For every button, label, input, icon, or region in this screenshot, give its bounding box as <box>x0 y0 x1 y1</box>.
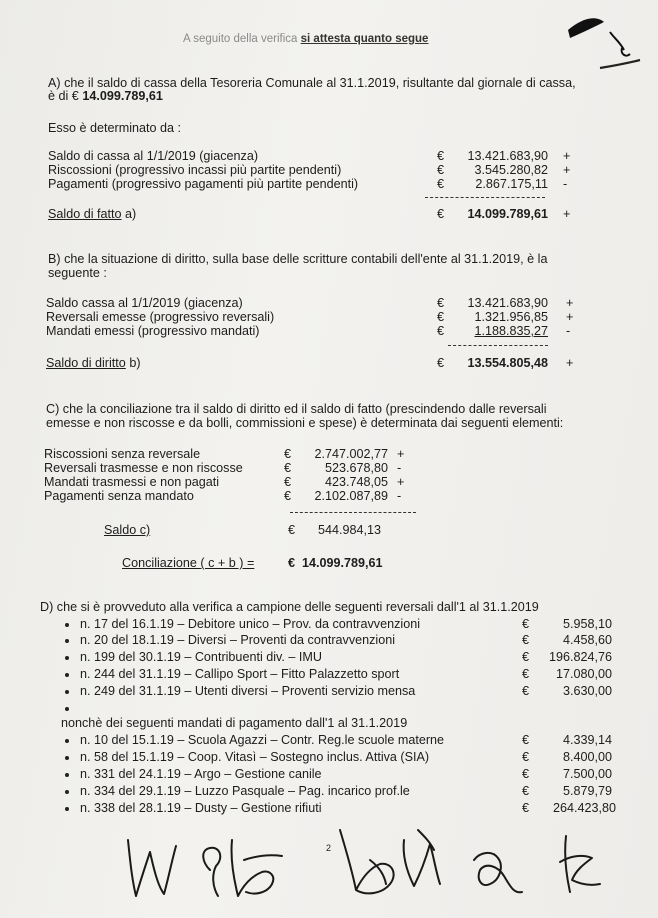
bullet-icon <box>65 756 69 760</box>
section-c-row-sign: + <box>397 475 405 489</box>
bullet-icon <box>65 639 69 643</box>
reversale-amount: 17.080,00 <box>555 667 612 681</box>
section-a-row-sign: - <box>563 177 568 191</box>
section-a-line2 <box>48 89 163 104</box>
section-a-row-sign: + <box>563 149 571 163</box>
handwritten-signatures <box>0 800 658 918</box>
section-a-intro: Esso è determinato da : <box>48 121 182 135</box>
section-b-line1: B) che la situazione di diritto, sulla base delle scritture contabili dell'ente al 31.1.2019, è la <box>48 252 548 266</box>
section-c-row-amount: 2.747.002,77 <box>314 447 388 461</box>
section-b-line2: seguente : <box>48 266 107 280</box>
section-c-row-label: Pagamenti senza mandato <box>44 489 194 503</box>
section-c-line1: C) che la conciliazione tra il saldo di diritto ed il saldo di fatto (prescindendo dalle reversali <box>46 402 547 416</box>
section-b-divider <box>448 345 548 346</box>
section-a-row-currency: € <box>437 149 445 163</box>
section-c-divider <box>290 512 416 513</box>
section-a-total-suffix: a) <box>125 207 137 221</box>
section-b-total-label: Saldo di diritto <box>46 356 126 370</box>
bullet-icon <box>65 673 69 677</box>
conciliazione-label: Conciliazione ( c + b ) = <box>122 556 255 570</box>
mandati-intro: nonchè dei seguenti mandati di pagamento dall'1 al 31.1.2019 <box>61 716 408 730</box>
section-c-row-currency: € <box>284 475 292 489</box>
mandato-amount: 4.339,14 <box>562 733 612 747</box>
section-a-amount-prefix: è di € <box>48 89 79 103</box>
reversale-amount: 4.458,60 <box>562 633 612 647</box>
section-a-total-sign: + <box>563 207 571 221</box>
section-a-total-amount: 14.099.789,61 <box>467 207 548 221</box>
mandato-amount: 5.879,79 <box>562 784 612 798</box>
section-d-line1: D) che si è provveduto alla verifica a campione delle seguenti reversali dall'1 al 31.1.2019 <box>40 600 539 614</box>
mandato-currency: € <box>522 733 530 747</box>
mandato-text: n. 338 del 28.1.19 – Dusty – Gestione rifiuti <box>80 801 322 815</box>
bullet-icon <box>65 623 69 627</box>
reversale-text: n. 17 del 16.1.19 – Debitore unico – Prov. da contravvenzioni <box>80 617 421 631</box>
section-b-total-label-wrap <box>46 356 141 371</box>
heading-faint-text: A seguito della verifica <box>183 33 298 45</box>
mandato-amount: 264.423,80 <box>552 801 616 815</box>
mandato-currency: € <box>522 801 530 815</box>
section-a-row-sign: + <box>563 163 571 177</box>
section-a-row-currency: € <box>437 163 445 177</box>
section-c-row-amount: 423.748,05 <box>324 475 388 489</box>
reversale-text: n. 199 del 30.1.19 – Contribuenti div. – IMU <box>80 650 322 664</box>
section-c-saldo-amount: 544.984,13 <box>318 523 382 537</box>
section-c-row-label: Reversali trasmesse e non riscosse <box>44 461 243 475</box>
bullet-icon <box>65 790 69 794</box>
section-b-row-currency: € <box>437 310 445 324</box>
section-a-divider <box>425 197 545 198</box>
reversale-currency: € <box>522 667 530 681</box>
section-c-row-currency: € <box>284 447 292 461</box>
mandato-text: n. 331 del 24.1.19 – Argo – Gestione canile <box>80 767 322 781</box>
mandato-currency: € <box>522 767 530 781</box>
section-b-row-amount: 1.321.956,85 <box>474 310 548 324</box>
reversale-amount: 196.824,76 <box>548 650 612 664</box>
reversale-amount: 5.958,10 <box>562 617 612 631</box>
reversale-text: n. 244 del 31.1.19 – Callipo Sport – Fitto Palazzetto sport <box>80 667 400 681</box>
bullet-icon <box>65 656 69 660</box>
mandato-text: n. 334 del 29.1.19 – Luzzo Pasquale – Pag. incarico prof.le <box>80 784 410 798</box>
section-b-row-sign: - <box>566 324 571 338</box>
section-a-total-currency: € <box>437 207 445 221</box>
section-b-row-label: Reversali emesse (progressivo reversali) <box>46 310 275 324</box>
section-c-row-currency: € <box>284 489 292 503</box>
bullet-icon <box>65 739 69 743</box>
section-b-row-currency: € <box>437 324 445 338</box>
reversale-amount: 3.630,00 <box>562 684 612 698</box>
section-c-row-label: Riscossioni senza reversale <box>44 447 201 461</box>
section-a-line1: A) che il saldo di cassa della Tesoreria Comunale al 31.1.2019, risultante dal giornale di cassa, <box>48 76 576 90</box>
section-c-row-sign: - <box>397 489 402 503</box>
mandato-text: n. 58 del 15.1.19 – Coop. Vitasì – Sostegno inclus. Attiva (SIA) <box>80 750 430 764</box>
section-b-row-sign: + <box>566 296 574 310</box>
section-a-row-amount: 3.545.280,82 <box>474 163 548 177</box>
heading-strong-text: si attesta quanto segue <box>300 33 429 45</box>
section-a-row-label: Saldo di cassa al 1/1/2019 (giacenza) <box>48 149 259 163</box>
section-c-row-sign: - <box>397 461 402 475</box>
mandato-amount: 8.400,00 <box>562 750 612 764</box>
section-a-row-amount: 2.867.175,11 <box>475 177 548 191</box>
section-c-row-amount: 523.678,80 <box>324 461 388 475</box>
section-c-saldo-label: Saldo c) <box>104 523 151 537</box>
mandato-currency: € <box>522 750 530 764</box>
bullet-icon <box>65 690 69 694</box>
section-b-row-label: Saldo cassa al 1/1/2019 (giacenza) <box>46 296 243 310</box>
section-a-total-label-wrap <box>48 207 136 222</box>
section-b-total-amount: 13.554.805,48 <box>467 356 548 370</box>
section-a-total-label: Saldo di fatto <box>48 207 122 221</box>
section-b-total-currency: € <box>437 356 445 370</box>
section-b-total-sign: + <box>566 356 574 370</box>
reversale-currency: € <box>522 617 530 631</box>
section-b-row-sign: + <box>566 310 574 324</box>
mandato-amount: 7.500,00 <box>562 767 612 781</box>
mandato-currency: € <box>522 784 530 798</box>
section-c-saldo-currency: € <box>288 523 296 537</box>
reversale-currency: € <box>522 633 530 647</box>
mandato-text: n. 10 del 15.1.19 – Scuola Agazzi – Contr. Reg.le scuole materne <box>80 733 445 747</box>
section-b-row-label: Mandati emessi (progressivo mandati) <box>46 324 260 338</box>
page-number: 2 <box>326 843 332 853</box>
ink-blot-graphic <box>560 8 658 78</box>
reversale-currency: € <box>522 650 530 664</box>
section-a-amount: 14.099.789,61 <box>82 89 163 103</box>
section-c-row-currency: € <box>284 461 292 475</box>
conciliazione-amount: 14.099.789,61 <box>302 556 383 570</box>
section-b-row-amount: 13.421.683,90 <box>467 296 548 310</box>
reversale-currency: € <box>522 684 530 698</box>
conciliazione-currency: € <box>288 556 296 570</box>
section-a-row-label: Pagamenti (progressivo pagamenti più partite pendenti) <box>48 177 359 191</box>
section-b-row-amount: 1.188.835,27 <box>474 324 548 338</box>
bullet-icon <box>65 707 69 711</box>
section-b-total-suffix: b) <box>129 356 141 370</box>
section-c-line2: emesse e non riscosse e da bolli, commissioni e spese) è determinata dai seguenti elementi: <box>46 416 564 430</box>
section-c-row-label: Mandati trasmessi e non pagati <box>44 475 220 489</box>
page-heading <box>183 33 428 45</box>
section-c-row-sign: + <box>397 447 405 461</box>
section-b-row-currency: € <box>437 296 445 310</box>
section-c-row-amount: 2.102.087,89 <box>314 489 388 503</box>
reversale-text: n. 20 del 18.1.19 – Diversi – Proventi da contravvenzioni <box>80 633 396 647</box>
section-a-row-currency: € <box>437 177 445 191</box>
reversale-text: n. 249 del 31.1.19 – Utenti diversi – Proventi servizio mensa <box>80 684 416 698</box>
section-a-row-label: Riscossioni (progressivo incassi più partite pendenti) <box>48 163 342 177</box>
bullet-icon <box>65 773 69 777</box>
section-a-row-amount: 13.421.683,90 <box>467 149 548 163</box>
